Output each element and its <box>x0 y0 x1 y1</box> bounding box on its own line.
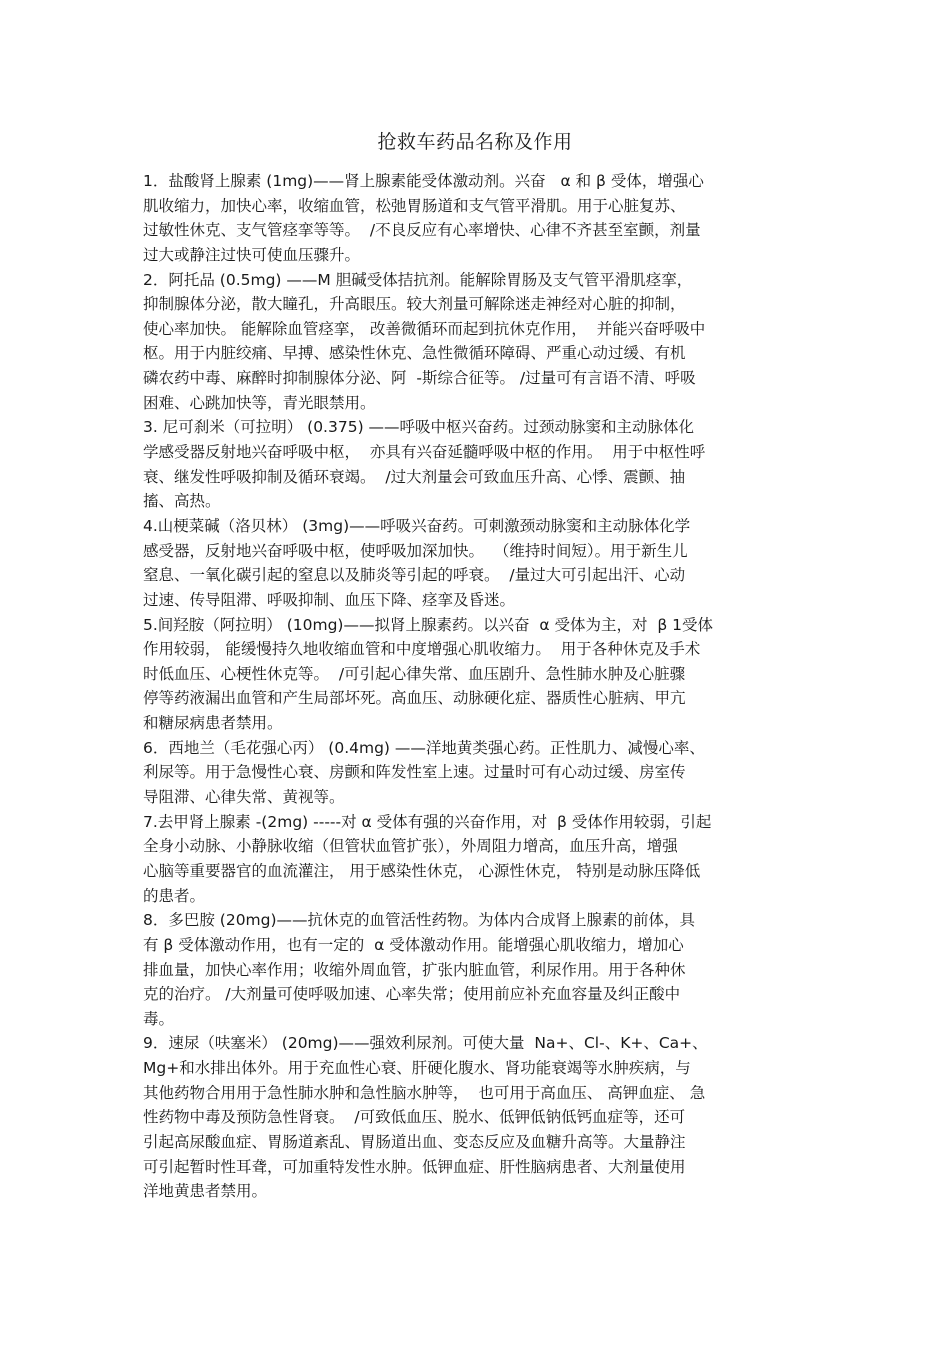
text-line: 6．西地兰（毛花强心丙） (0.4mg) ——洋地黄类强心药。正性肌力、减慢心率、 <box>143 738 705 757</box>
text-line: 心脑等重要器官的血流灌注， 用于感染性休克， 心源性休克， 特别是动脉压降低 <box>143 861 701 880</box>
text-line: 磷农药中毒、麻醉时抑制腺体分泌、阿 -斯综合征等。 /过量可有言语不清、呼吸 <box>143 369 696 388</box>
text-line: 1．盐酸肾上腺素 (1mg)——肾上腺素能受体激动剂。兴奋 α 和 β 受体，增强心 <box>143 172 704 190</box>
text-line: 毒。 <box>143 1009 175 1028</box>
text-line: 克的治疗。 /大剂量可使呼吸加速、心率失常；使用前应补充血容量及纠正酸中 <box>143 985 681 1004</box>
text-line: 过大或静注过快可使血压骤升。 <box>143 245 361 264</box>
text-line: 8．多巴胺 (20mg)——抗休克的血管活性药物。为体内合成肾上腺素的前体，具 <box>143 911 696 930</box>
text-line: 衰、继发性呼吸抑制及循环衰竭。 /过大剂量会可致血压升高、心悸、震颤、抽 <box>143 467 686 486</box>
text-line: 可引起暂时性耳聋，可加重特发性水肿。低钾血症、肝性脑病患者、大剂量使用 <box>143 1157 686 1176</box>
text-line: 全身小动脉、小静脉收缩（但管状血管扩张），外周阻力增高，血压升高，增强 <box>143 837 678 856</box>
text-line: 性药物中毒及预防急性肾衰。 /可致低血压、脱水、低钾低钠低钙血症等，还可 <box>143 1108 686 1127</box>
text-line: 2．阿托品 (0.5mg) ——M 胆碱受体拮抗剂。能解除胃肠及支气管平滑肌痉挛， <box>143 270 693 289</box>
text-line: 引起高尿酸血症、胃肠道紊乱、胃肠道出血、变态反应及血糖升高等。大量静注 <box>143 1132 686 1151</box>
text-line: 利尿等。用于急慢性心衰、房颤和阵发性室上速。过量时可有心动过缓、房室传 <box>143 763 686 782</box>
text-line: 学感受器反射地兴奋呼吸中枢， 亦具有兴奋延髓呼吸中枢的作用。 用于中枢性呼 <box>143 443 706 462</box>
text-line: 7.去甲肾上腺素 -(2mg) -----对 α 受体有强的兴奋作用，对 β 受体作用较弱，引起 <box>143 812 712 831</box>
text-line: 窒息、一氧化碳引起的窒息以及肺炎等引起的呼衰。 /量过大可引起出汗、心动 <box>143 566 686 585</box>
text-line: 过速、传导阻滞、呼吸抑制、血压下降、痉挛及昏迷。 <box>143 590 516 609</box>
text-line: 过敏性休克、支气管痉挛等等。 /不良反应有心率增快、心律不齐甚至室颤，剂量 <box>143 221 701 240</box>
text-line: 停等药液漏出血管和产生局部坏死。高血压、动脉硬化症、器质性心脏病、甲亢 <box>143 689 686 708</box>
text-line: 作用较弱， 能缓慢持久地收缩血管和中度增强心肌收缩力。 用于各种休克及手术 <box>143 640 701 659</box>
text-line: 3. 尼可刹米（可拉明） (0.375) ——呼吸中枢兴奋药。过颈动脉窦和主动脉体化 <box>143 418 695 437</box>
text-line: 有 β 受体激动作用，也有一定的 α 受体激动作用。能增强心肌收缩力，增加心 <box>143 935 684 954</box>
text-line: 枢。用于内脏绞痛、早搏、感染性休克、急性微循环障碍、严重心动过缓、有机 <box>143 344 686 363</box>
text-line: 肌收缩力，加快心率，收缩血管，松弛胃肠道和支气管平滑肌。用于心脏复苏、 <box>143 196 686 215</box>
text-line: 9．速尿（呋塞米） (20mg)——强效利尿剂。可使大量 Na+、Cl-、K+、Ca+、 <box>143 1034 708 1053</box>
text-line: 困难、心跳加快等，青光眼禁用。 <box>143 393 376 412</box>
text-line: 时低血压、心梗性休克等。 /可引起心律失常、血压剧升、急性肺水肿及心脏骤 <box>143 664 686 683</box>
text-line: 感受器，反射地兴奋呼吸中枢，使呼吸加深加快。 （维持时间短）。用于新生儿 <box>143 541 688 560</box>
text-line: 排血量，加快心率作用；收缩外周血管，扩张内脏血管，利尿作用。用于各种休 <box>143 960 686 979</box>
text-line: 使心率加快。 能解除血管痉挛， 改善微循环而起到抗休克作用， 并能兴奋呼吸中 <box>143 319 706 338</box>
text-line: 搐、高热。 <box>143 492 221 511</box>
text-line: 其他药物合用用于急性肺水肿和急性脑水肿等， 也可用于高血压、 高钾血症、 急 <box>143 1083 706 1102</box>
text-line: 5.间羟胺（阿拉明） (10mg)——拟肾上腺素药。以兴奋 α 受体为主，对 β 1受体 <box>143 615 714 634</box>
text-line: 导阻滞、心律失常、黄视等。 <box>143 788 345 807</box>
text-line: 和糖尿病患者禁用。 <box>143 714 283 733</box>
page-title: 抢救车药品名称及作用 <box>377 131 573 153</box>
text-line: 抑制腺体分泌，散大瞳孔，升高眼压。较大剂量可解除迷走神经对心脏的抑制， <box>143 295 686 314</box>
text-line: 的患者。 <box>143 886 206 905</box>
text-line: 4.山梗菜碱（洛贝林） (3mg)——呼吸兴奋药。可刺激颈动脉窦和主动脉体化学 <box>143 516 691 535</box>
text-line: Mg+和水排出体外。用于充血性心衰、肝硬化腹水、肾功能衰竭等水肿疾病，与 <box>143 1059 691 1078</box>
document-body <box>143 169 813 1204</box>
text-line: 洋地黄患者禁用。 <box>143 1182 268 1201</box>
